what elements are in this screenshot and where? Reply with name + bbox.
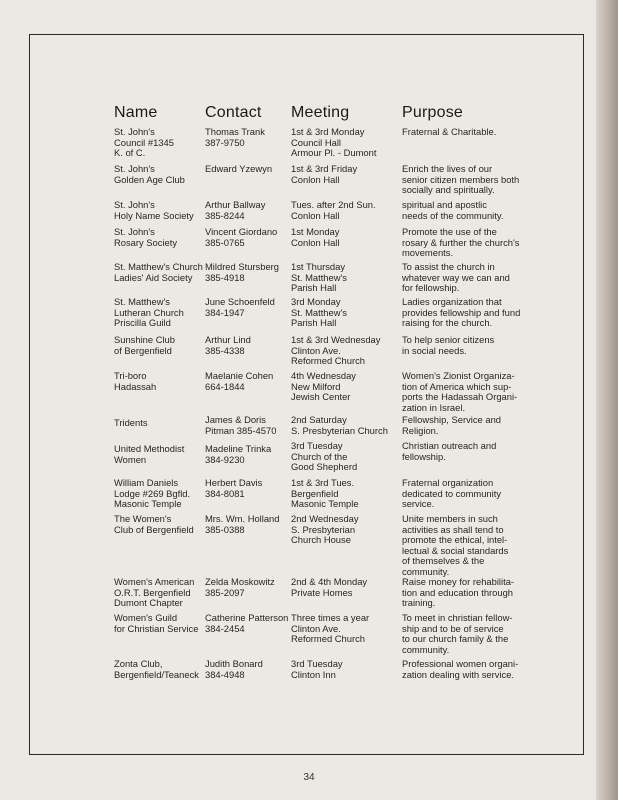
- org-meeting: 1st & 3rd Friday Conlon Hall: [291, 163, 358, 185]
- org-purpose: Ladies organization that provides fellowship and fund raising for the church.: [402, 296, 521, 329]
- page-number: 34: [303, 772, 315, 783]
- org-contact: James & Doris Pitman 385-4570: [205, 414, 277, 436]
- org-meeting: 1st Thursday St. Matthew's Parish Hall: [291, 261, 347, 294]
- org-contact: Herbert Davis 384-8081: [205, 477, 263, 499]
- org-contact: Thomas Trank 387-9750: [205, 126, 265, 148]
- org-name: St. Matthew's Church Ladies' Aid Society: [114, 261, 203, 283]
- org-purpose: To assist the church in whatever way we can and for fellowship.: [402, 261, 510, 294]
- org-purpose: Promote the use of the rosary & further the church's movements.: [402, 226, 520, 259]
- org-meeting: 2nd & 4th Monday Private Homes: [291, 576, 368, 598]
- org-meeting: 3rd Tuesday Clinton Inn: [291, 658, 343, 680]
- org-purpose: Women's Zionist Organiza- tion of America which sup- ports the Hadassah Organi- zation in Israel.: [402, 370, 518, 413]
- org-contact: Arthur Ballway 385-8244: [205, 199, 266, 221]
- org-purpose: Unite members in such activities as shall tend to promote the ethical, intel- lectual & social standards of themselves & the community.: [402, 513, 509, 577]
- header-contact: Contact: [205, 104, 262, 121]
- org-contact: Mildred Stursberg 385-4918: [205, 261, 279, 283]
- org-name: St. John's Council #1345 K. of C.: [114, 126, 174, 159]
- org-purpose: Fraternal & Charitable.: [402, 126, 497, 137]
- org-name: St. Matthew's Lutheran Church Priscilla Guild: [114, 296, 184, 329]
- org-name: St. John's Holy Name Society: [114, 199, 194, 221]
- org-contact: Judith Bonard 384-4948: [205, 658, 263, 680]
- header-purpose: Purpose: [402, 104, 463, 121]
- org-name: St. John's Rosary Society: [114, 226, 178, 248]
- org-purpose: Raise money for rehabilita- tion and education through training.: [402, 576, 515, 609]
- org-contact: Madeline Trinka 384-9230: [205, 443, 272, 465]
- table-row: [0, 514, 618, 584]
- org-name: Zonta Club, Bergenfield/Teaneck: [114, 658, 199, 680]
- org-meeting: 1st & 3rd Tues. Bergenfield Masonic Temple: [291, 477, 359, 510]
- org-meeting: 3rd Monday St. Matthew's Parish Hall: [291, 296, 347, 329]
- org-name: William Daniels Lodge #269 Bgfld. Masonic Temple: [114, 477, 191, 510]
- org-meeting: 1st Monday Conlon Hall: [291, 226, 340, 248]
- org-contact: Vincent Giordano 385-0765: [205, 226, 278, 248]
- org-contact: Edward Yzewyn: [205, 163, 273, 174]
- org-purpose: Enrich the lives of our senior citizen members both socially and spiritually.: [402, 163, 520, 196]
- org-name: United Methodist Women: [114, 443, 185, 465]
- org-purpose: Fraternal organization dedicated to community service.: [402, 477, 502, 510]
- org-purpose: spiritual and apostlic needs of the community.: [402, 199, 504, 221]
- org-contact: Catherine Patterson 384-2454: [205, 612, 289, 634]
- org-purpose: To meet in christian fellow- ship and to be of service to our church family & the community.: [402, 612, 513, 655]
- org-meeting: 3rd Tuesday Church of the Good Shepherd: [291, 440, 358, 473]
- org-contact: Mrs. Wm. Holland 385-0388: [205, 513, 280, 535]
- table-row: [0, 659, 618, 729]
- org-meeting: 1st & 3rd Monday Council Hall Armour Pl. - Dumont: [291, 126, 377, 159]
- org-meeting: Three times a year Clinton Ave. Reformed Church: [291, 612, 370, 645]
- org-meeting: 1st & 3rd Wednesday Clinton Ave. Reformed Church: [291, 334, 381, 367]
- org-name: Sunshine Club of Bergenfield: [114, 334, 175, 356]
- org-purpose: Christian outreach and fellowship.: [402, 440, 497, 462]
- org-name: Women's Guild for Christian Service: [114, 612, 199, 634]
- org-name: The Women's Club of Bergenfield: [114, 513, 194, 535]
- header-name: Name: [114, 104, 158, 121]
- org-purpose: Fellowship, Service and Religion.: [402, 414, 502, 436]
- org-name: Tridents: [114, 417, 148, 428]
- org-name: Women's American O.R.T. Bergenfield Dumont Chapter: [114, 576, 195, 609]
- header-meeting: Meeting: [291, 104, 350, 121]
- org-name: Tri-boro Hadassah: [114, 370, 157, 392]
- org-purpose: Professional women organi- zation dealing with service.: [402, 658, 519, 680]
- org-contact: Maelanie Cohen 664-1844: [205, 370, 274, 392]
- org-meeting: 2nd Saturday S. Presbyterian Church: [291, 414, 388, 436]
- org-contact: June Schoenfeld 384-1947: [205, 296, 275, 318]
- org-contact: Arthur Lind 385-4338: [205, 334, 251, 356]
- org-meeting: Tues. after 2nd Sun. Conlon Hall: [291, 199, 376, 221]
- org-purpose: To help senior citizens in social needs.: [402, 334, 495, 356]
- org-meeting: 4th Wednesday New Milford Jewish Center: [291, 370, 356, 403]
- org-meeting: 2nd Wednesday S. Presbyterian Church House: [291, 513, 359, 546]
- org-contact: Zelda Moskowitz 385-2097: [205, 576, 275, 598]
- org-name: St. John's Golden Age Club: [114, 163, 185, 185]
